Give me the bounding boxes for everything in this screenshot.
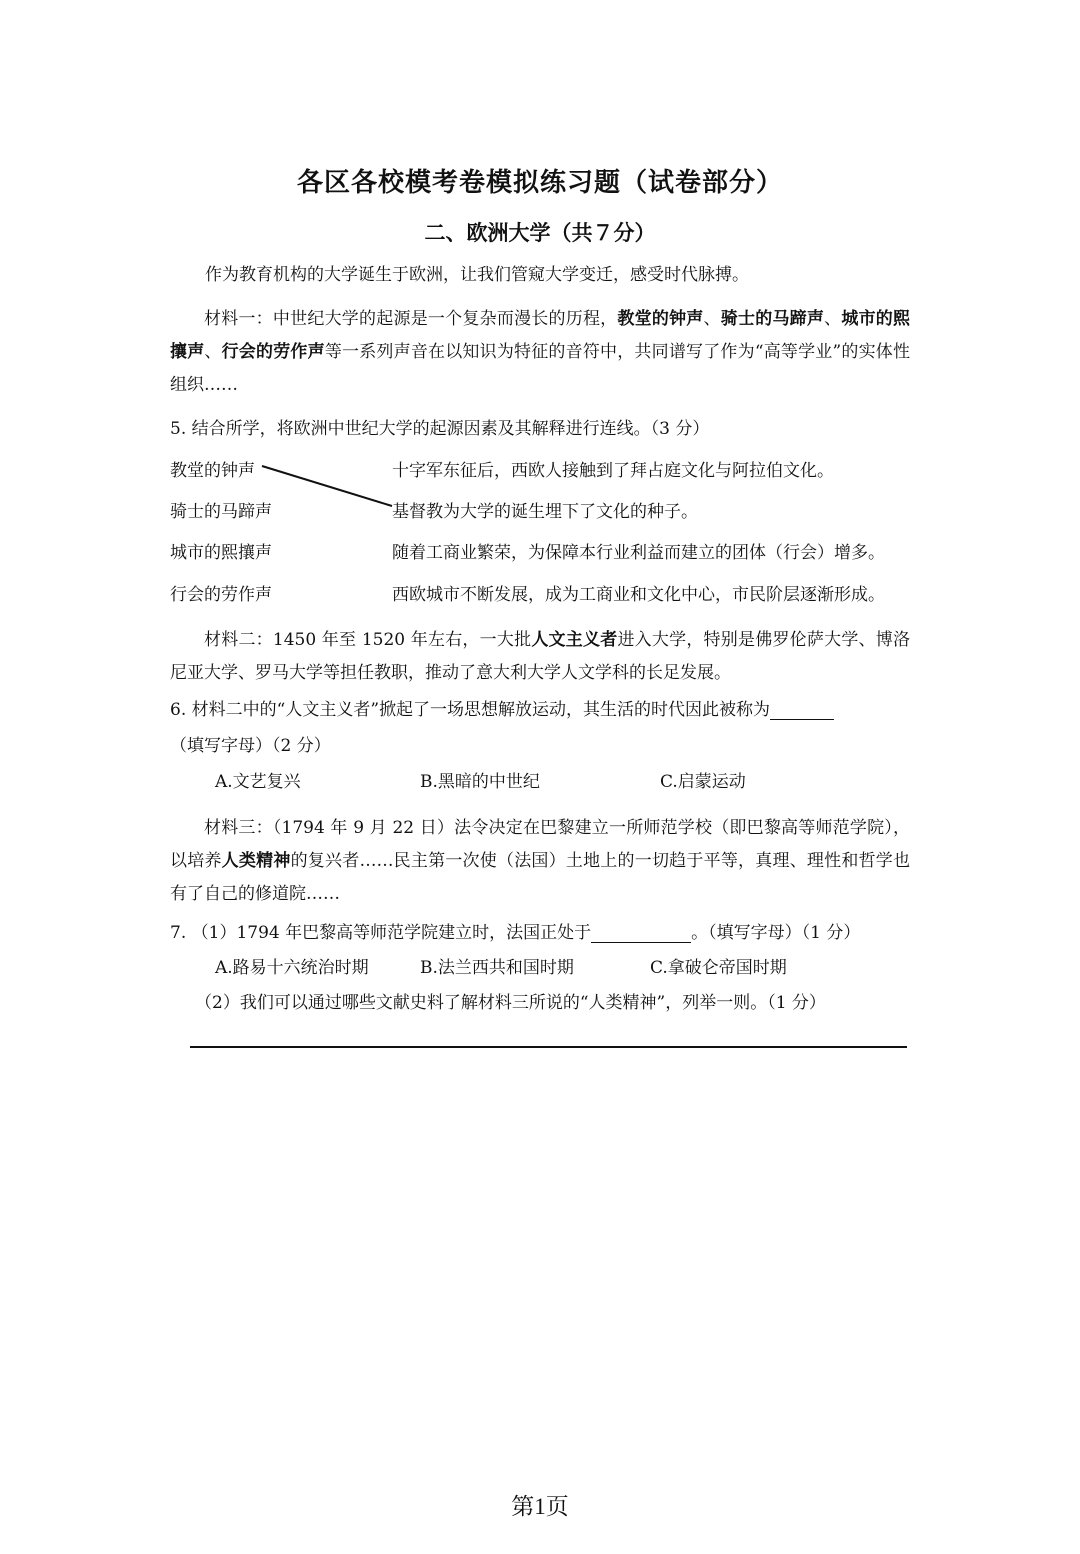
answer-blank-6[interactable]	[770, 699, 834, 720]
material-2-bold: 人文主义者	[531, 630, 618, 650]
option-7a[interactable]: A.路易十六统治时期	[215, 958, 369, 978]
match-right-item[interactable]: 基督教为大学的诞生埋下了文化的种子。	[392, 502, 698, 522]
question-6-stem-line	[170, 695, 834, 720]
page-number: 第1页	[511, 1494, 569, 1519]
material-3-suffix: 的复兴者……民主第一次使（法国）土地上的一切趋于平等，真理、理性和哲学也有了自己的修道院……	[170, 851, 911, 904]
question-6-stem: 6. 材料二中的“人文主义者”掀起了一场思想解放运动，其生活的时代因此被称为	[170, 700, 771, 720]
section-title: 二、欧洲大学（共７分）	[424, 220, 656, 245]
question-5-stem: 5. 结合所学，将欧洲中世纪大学的起源因素及其解释进行连线。（3 分）	[170, 419, 710, 439]
material-2	[170, 624, 910, 690]
material-3	[170, 812, 910, 911]
material-1-sep-1: 、	[703, 309, 721, 329]
question-6-tail: （填写字母）（2 分）	[170, 736, 331, 756]
material-1-bold-4: 行会的劳作声	[221, 342, 325, 362]
connection-stroke	[262, 466, 392, 506]
match-left-item[interactable]: 城市的熙攘声	[170, 543, 272, 563]
material-1-sep-2: 、	[824, 309, 842, 329]
match-right-item[interactable]: 西欧城市不断发展，成为工商业和文化中心，市民阶层逐渐形成。	[392, 585, 885, 605]
question-7-part1-tail: 。（填写字母）（1 分）	[691, 923, 861, 943]
option-6a[interactable]: A.文艺复兴	[215, 772, 301, 792]
exam-title: 各区各校模考卷模拟练习题（试卷部分）	[296, 168, 783, 198]
material-1-sep-3: 、	[204, 342, 222, 362]
material-1-bold-3: 城市的熙攘声	[170, 309, 911, 362]
material-1-prefix: 材料一：中世纪大学的起源是一个复杂而漫长的历程，	[204, 309, 618, 329]
option-7b[interactable]: B.法兰西共和国时期	[420, 958, 574, 978]
match-left-item[interactable]: 行会的劳作声	[170, 585, 272, 605]
question-7-part1-line	[170, 918, 860, 943]
answer-line-7-2[interactable]	[190, 1046, 907, 1048]
material-1-suffix: 等一系列声音在以知识为特征的音符中，共同谱写了作为“高等学业”的实体性组织……	[170, 342, 911, 395]
material-1-bold-2: 骑士的马蹄声	[720, 309, 825, 329]
answer-blank-7[interactable]	[591, 922, 691, 943]
option-7c[interactable]: C.拿破仑帝国时期	[650, 958, 787, 978]
material-2-prefix: 材料二：1450 年至 1520 年左右，一大批	[204, 630, 532, 650]
material-3-prefix: 材料三：（1794 年 9 月 22 日）法令决定在巴黎建立一所师范学校（即巴黎高等师范学院），以培养	[170, 818, 910, 871]
material-1-bold-1: 教堂的钟声	[617, 309, 704, 329]
match-right-item[interactable]: 十字军东征后，西欧人接触到了拜占庭文化与阿拉伯文化。	[392, 461, 834, 481]
match-left-item[interactable]: 教堂的钟声	[170, 461, 255, 481]
match-right-item[interactable]: 随着工商业繁荣，为保障本行业利益而建立的团体（行会）增多。	[392, 543, 885, 563]
match-left-item[interactable]: 骑士的马蹄声	[170, 502, 272, 522]
question-7-part1-stem: 7. （1）1794 年巴黎高等师范学院建立时，法国正处于	[170, 923, 592, 943]
intro-text: 作为教育机构的大学诞生于欧洲，让我们管窥大学变迁，感受时代脉搏。	[205, 265, 749, 285]
material-3-bold: 人类精神	[221, 851, 291, 871]
material-2-suffix: 进入大学，特别是佛罗伦萨大学、博洛尼亚大学、罗马大学等担任教职，推动了意大利大学人文学科的长足发展。	[170, 630, 911, 683]
option-6b[interactable]: B.黑暗的中世纪	[420, 772, 540, 792]
question-7-part2: （2）我们可以通过哪些文献史料了解材料三所说的“人类精神”，列举一则。（1 分）	[195, 993, 826, 1013]
option-6c[interactable]: C.启蒙运动	[660, 772, 746, 792]
